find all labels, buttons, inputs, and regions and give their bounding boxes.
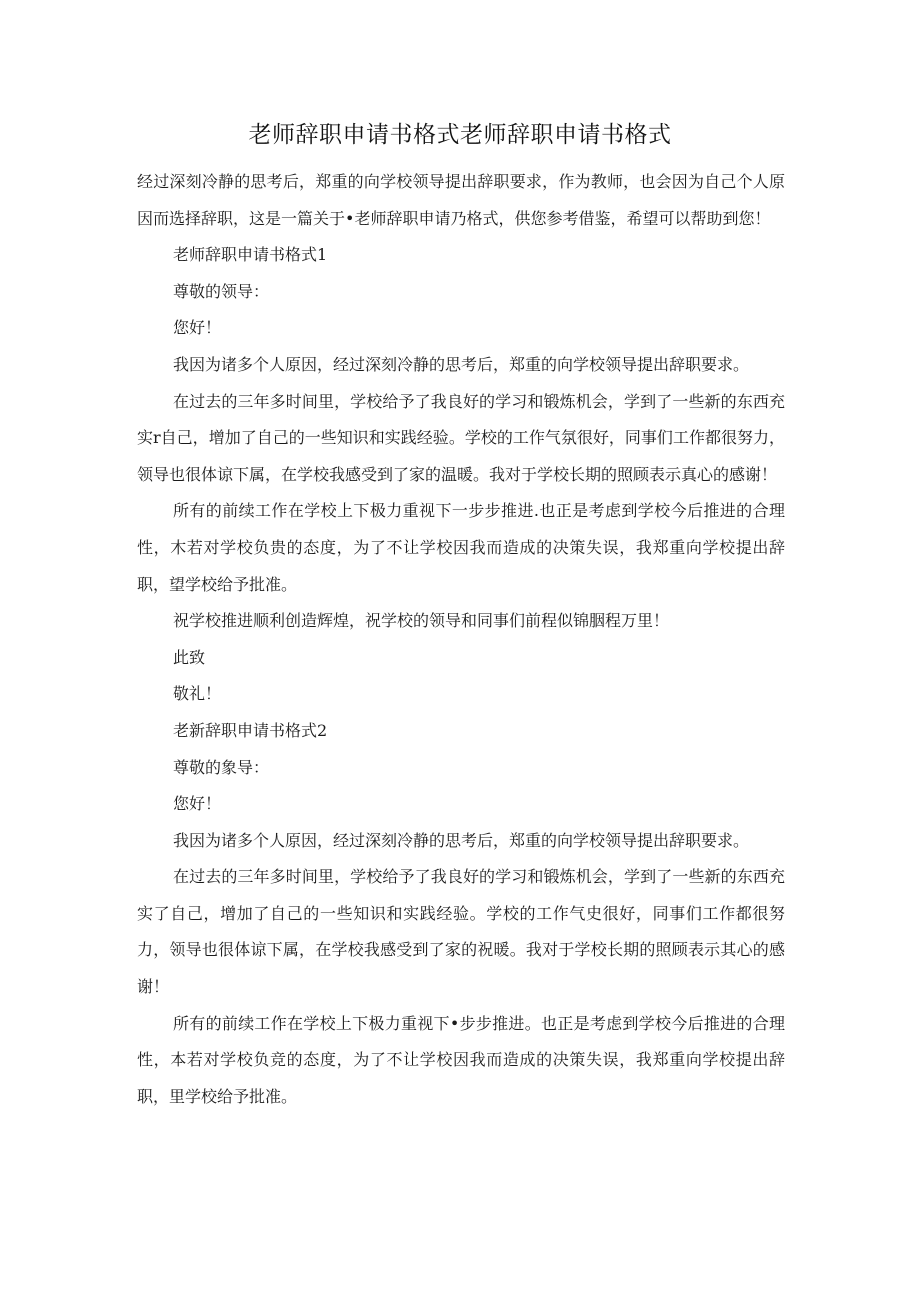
letter1-paragraph: 祝学校推进顺利创造辉煌，祝学校的领导和同事们前程似锦胭程万里！ xyxy=(173,611,670,631)
document-title: 老师辞职申请书格式老师辞职申请书格式 xyxy=(248,122,672,148)
intro-paragraph: 经过深刻冷静的思考后，郑重的向学校领导提出辞职要求，作为教师，也会因为自己个人原因而选择辞职，这是一篇关于•老师辞职申请乃格式，供您参考借鉴，希望可以帮助到您！ xyxy=(137,172,785,228)
letter1-greeting: 您好！ xyxy=(173,318,222,338)
letter1-closing: 敬礼！ xyxy=(173,684,222,704)
letter2-greeting: 您好！ xyxy=(173,794,222,814)
letter1-closing: 此致 xyxy=(173,647,206,667)
letter2-paragraph: 在过去的三年多时间里，学校给予了我良好的学习和锻炼机会，学到了一些新的东西充实了自己，增加了自己的一些知识和实践经验。学校的工作气史很好，同事们工作都很努力，领导也很体谅下属，在学校我感受到了家的祝暖。我对于学校长期的照顾表示其心的感谢！ xyxy=(137,867,785,997)
letter1-paragraph: 在过去的三年多时间里，学校给予了我良好的学习和锻炼机会，学到了一些新的东西充实r自己，增加了自己的一些知识和实践经验。学校的工作气氛很好，同事们工作都很努力，领导也很体谅下属，在学校我感受到了家的温暖。我对于学校长期的照顾表示真心的感谢！ xyxy=(137,391,785,484)
letter1-heading: 老师辞职申请书格式1 xyxy=(173,245,328,265)
letter2-heading: 老新辞职申请书格式2 xyxy=(173,720,328,740)
letter2-paragraph: 所有的前续工作在学校上下极力重视下•步步推进。也正是考虑到学校今后推进的合理性，本若对学校负竞的态度，为了不让学校因我而造成的决策失误，我郑重向学校提出辞职，里学校给予批准。 xyxy=(137,1013,785,1106)
letter1-salutation: 尊敬的领导： xyxy=(173,281,270,301)
letter2-salutation: 尊敬的象导： xyxy=(173,757,270,777)
document-body xyxy=(137,164,785,1115)
letter1-paragraph: 所有的前续工作在学校上下极力重视下一步步推进.也正是考虑到学校今后推进的合理性，木若对学校负贵的态度，为了不让学校因我而造成的决策失误，我郑重向学校提出辞职，望学校给予批准。 xyxy=(137,501,785,594)
letter1-paragraph: 我因为诸多个人原因，经过深刻冷静的思考后，郑重的向学校领导提出辞职要求。 xyxy=(173,354,750,374)
letter2-paragraph: 我因为诸多个人原因，经过深刻冷静的思考后，郑重的向学校领导提出辞职要求。 xyxy=(173,830,750,850)
